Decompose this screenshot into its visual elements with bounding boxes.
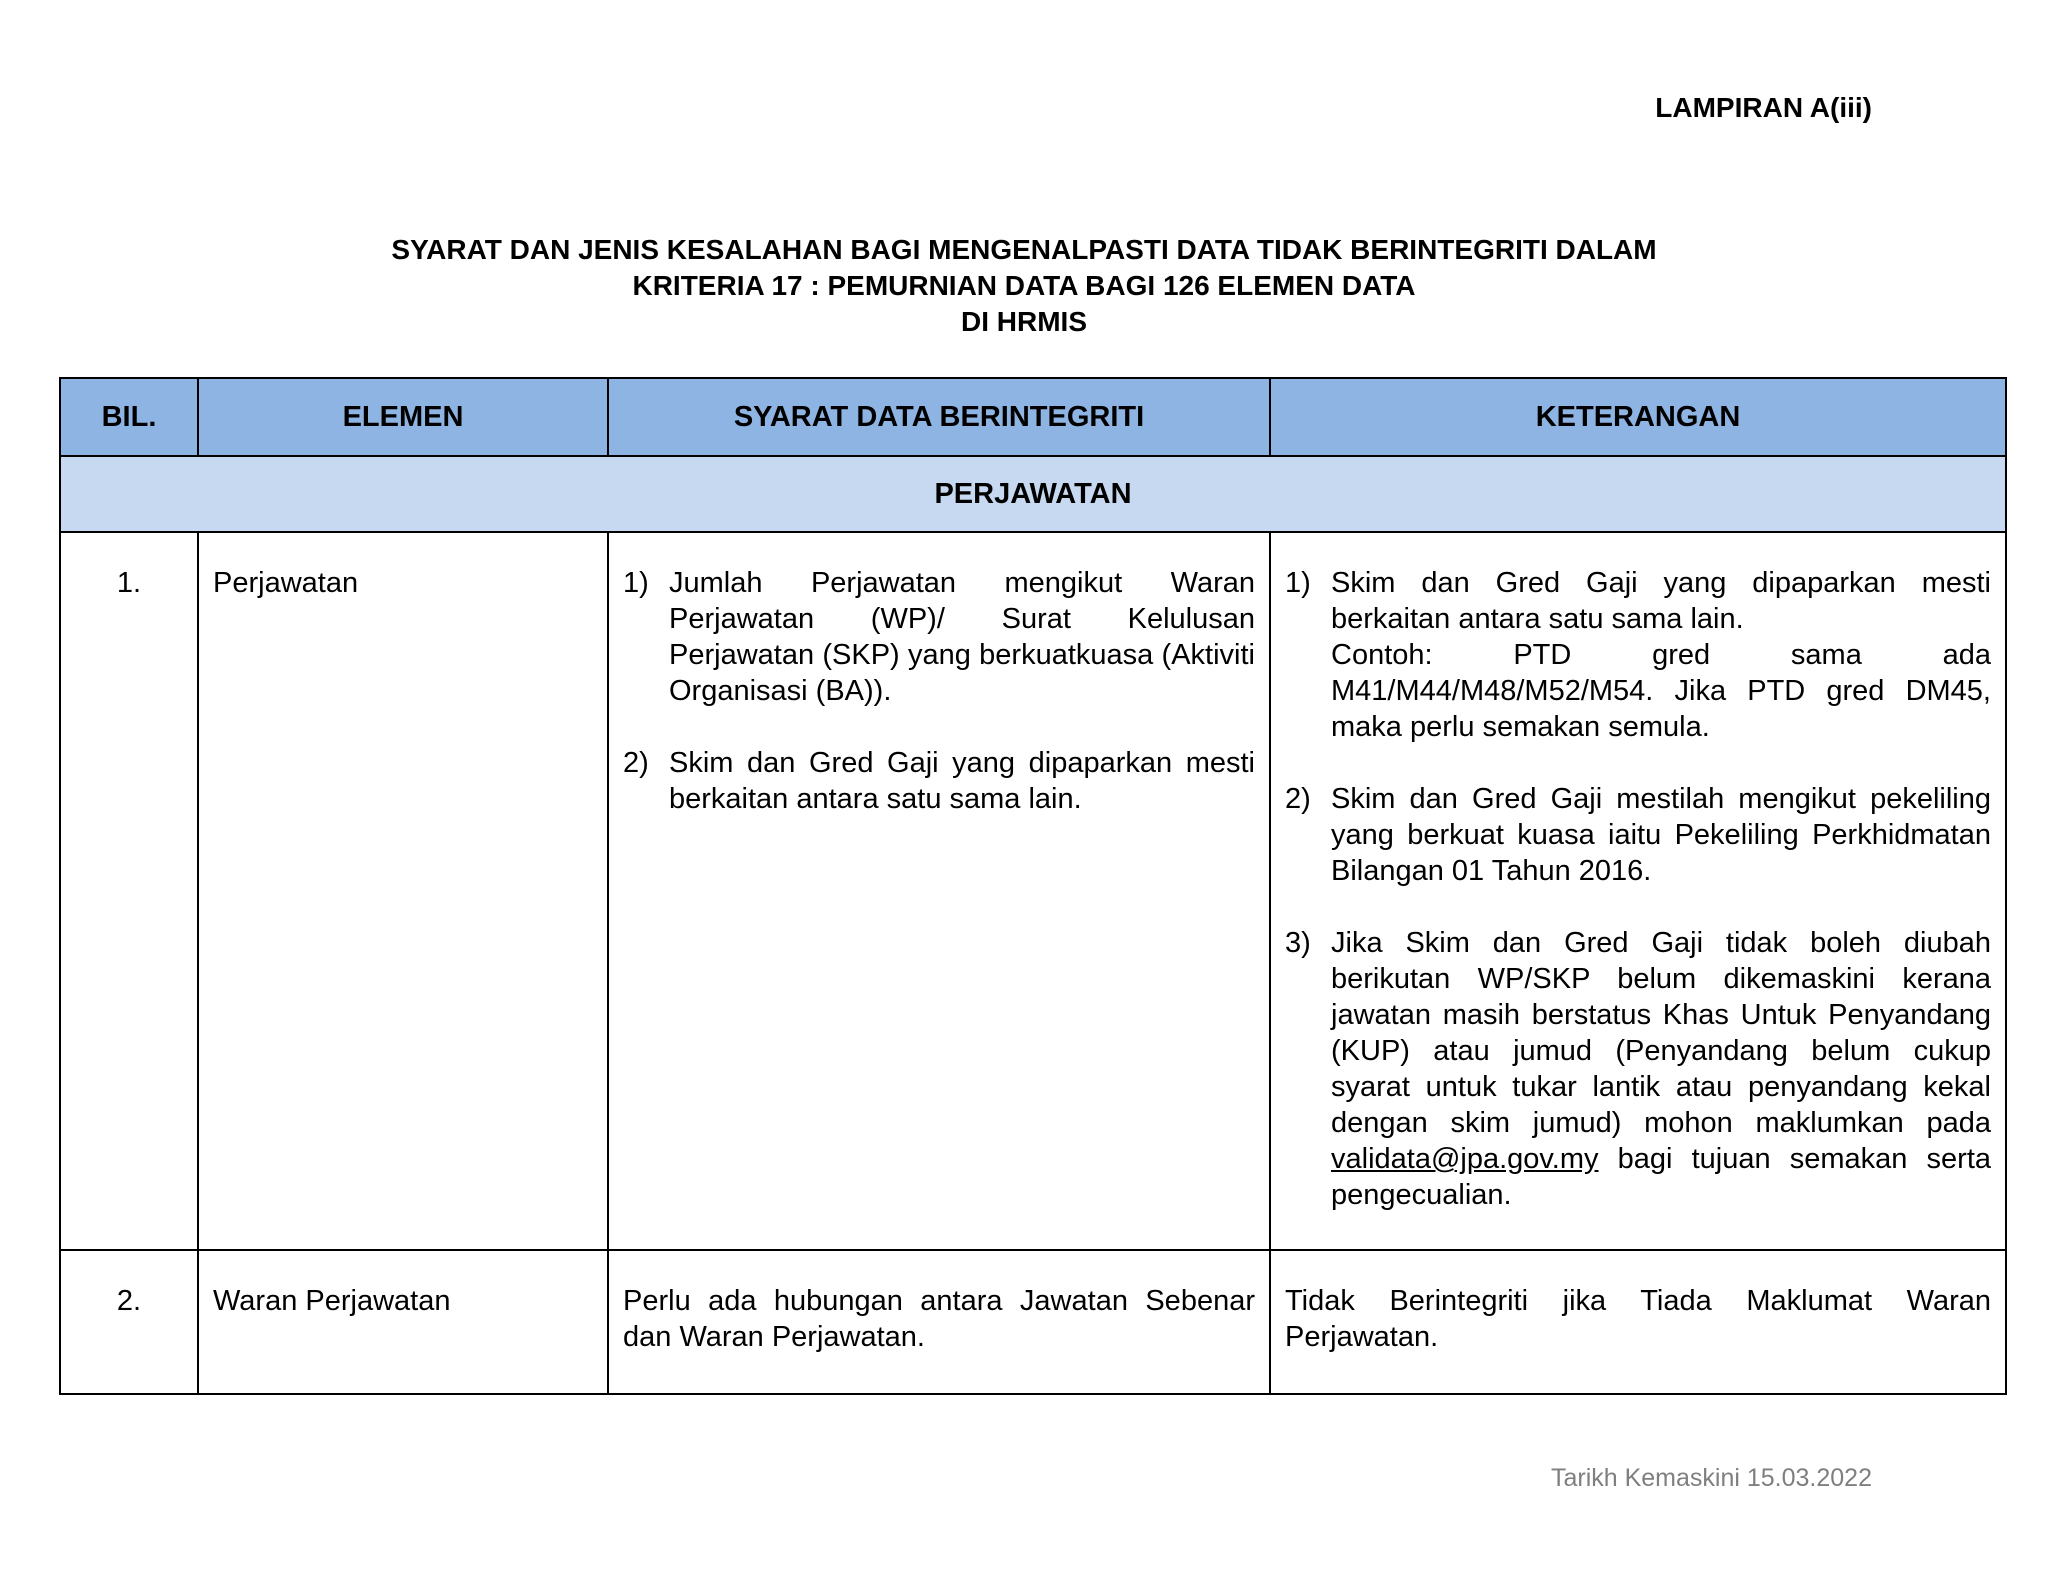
list-item-text: Skim dan Gred Gaji mestilah mengikut pekeliling yang berkuat kuasa iaitu Pekeliling Perkhidmatan Bilangan 01 Tahun 2016. xyxy=(1331,783,1991,887)
list-item-text: Jumlah Perjawatan mengikut Waran Perjawatan (WP)/ Surat Kelulusan Perjawatan (SKP) yang berkuatkuasa (Aktiviti Organisasi (BA)). xyxy=(669,567,1255,707)
row-elemen: Waran Perjawatan xyxy=(198,1250,608,1394)
email-link[interactable]: validata@jpa.gov.my xyxy=(1331,1143,1599,1175)
row-bil: 1. xyxy=(60,532,198,1250)
title-line-3: DI HRMIS xyxy=(961,306,1087,337)
title-line-2: KRITERIA 17 : PEMURNIAN DATA BAGI 126 ELEMEN DATA xyxy=(632,270,1416,301)
table-header-row xyxy=(60,378,2006,456)
row-syarat xyxy=(608,532,1270,1250)
list-item-number: 3) xyxy=(1285,927,1311,959)
list-item-text-before: Jika Skim dan Gred Gaji tidak boleh diubah berikutan WP/SKP belum dikemaskini kerana jawatan masih berstatus Khas Untuk Penyandang (KUP) atau jumud (Penyandang belum cukup syarat untuk tukar lantik atau penyandang kekal dengan skim jumud) mohon maklumkan pada xyxy=(1331,927,1991,1139)
row-keterangan: Tidak Berintegriti jika Tiada Maklumat Waran Perjawatan. xyxy=(1270,1250,2006,1394)
list-item-number: 2) xyxy=(1285,783,1311,815)
list-item xyxy=(1285,565,1991,745)
list-item xyxy=(623,745,1255,817)
section-title: PERJAWATAN xyxy=(60,456,2006,532)
section-row xyxy=(60,456,2006,532)
keterangan-list xyxy=(1285,565,1991,1213)
title-line-1: SYARAT DAN JENIS KESALAHAN BAGI MENGENALPASTI DATA TIDAK BERINTEGRITI DALAM xyxy=(391,234,1657,265)
header-syarat: SYARAT DATA BERINTEGRITI xyxy=(608,378,1270,456)
table-row xyxy=(60,1250,2006,1394)
updated-date: Tarikh Kemaskini 15.03.2022 xyxy=(1550,1464,1872,1492)
list-item-main-text: Skim dan Gred Gaji yang dipaparkan mesti berkaitan antara satu sama lain. xyxy=(1331,567,1991,635)
list-item xyxy=(1285,781,1991,889)
header-keterangan: KETERANGAN xyxy=(1270,378,2006,456)
header-bil: BIL. xyxy=(60,378,198,456)
list-item-text xyxy=(1331,565,1991,745)
list-item-text-after: bagi tujuan semakan serta pengecualian. xyxy=(1331,1143,1992,1211)
list-item-example: Contoh: PTD gred sama ada M41/M44/M48/M52/M54. Jika PTD gred DM45, maka perlu semakan semula. xyxy=(1331,639,1991,743)
row-bil: 2. xyxy=(60,1250,198,1394)
list-item-number: 1) xyxy=(1285,567,1311,599)
list-item-number: 2) xyxy=(623,747,649,779)
document-title xyxy=(0,232,2048,340)
list-item xyxy=(623,565,1255,709)
criteria-table xyxy=(59,377,2007,1395)
row-elemen: Perjawatan xyxy=(198,532,608,1250)
row-keterangan xyxy=(1270,532,2006,1250)
list-item-text xyxy=(1331,925,1991,1213)
list-item-number: 1) xyxy=(623,567,649,599)
list-item xyxy=(1285,925,1991,1213)
lampiran-label: LAMPIRAN A(iii) xyxy=(1655,92,1872,123)
list-item-text: Skim dan Gred Gaji yang dipaparkan mesti berkaitan antara satu sama lain. xyxy=(669,747,1255,815)
table-row xyxy=(60,532,2006,1250)
header-elemen: ELEMEN xyxy=(198,378,608,456)
row-syarat: Perlu ada hubungan antara Jawatan Sebenar dan Waran Perjawatan. xyxy=(608,1250,1270,1394)
syarat-list xyxy=(623,565,1255,817)
